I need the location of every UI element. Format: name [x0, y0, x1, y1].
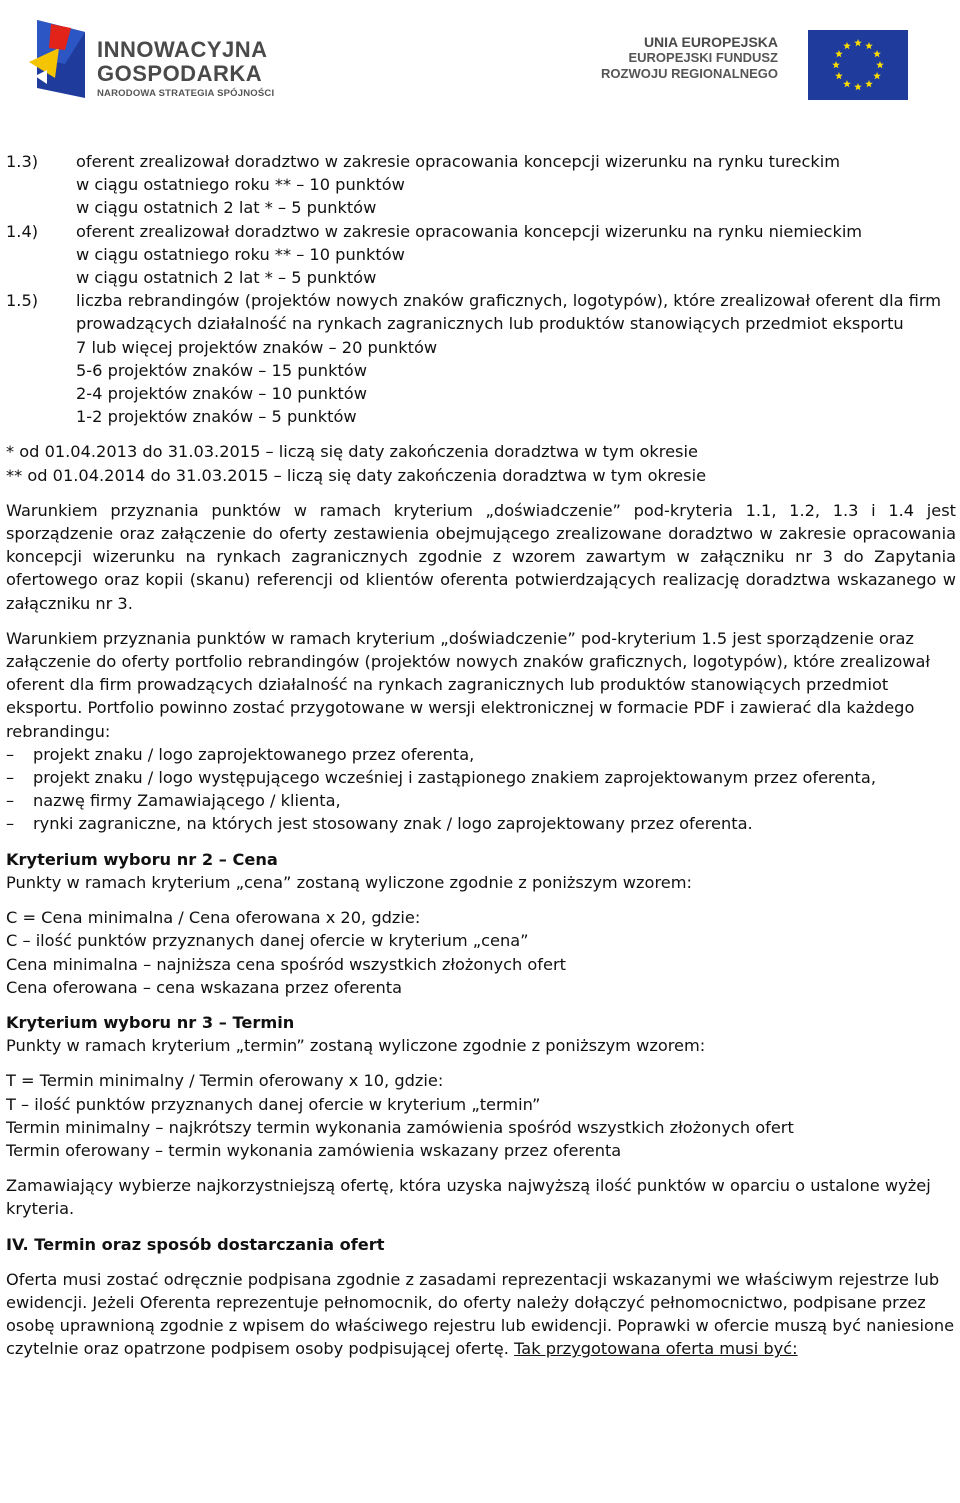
- dash-bullet: –: [6, 744, 15, 764]
- dash-bullet: –: [6, 814, 15, 834]
- eu-logo: [588, 30, 908, 102]
- document-body: [6, 150, 956, 1361]
- ig-line3: NARODOWA STRATEGIA SPÓJNOŚCI: [97, 88, 275, 99]
- note-2: ** od 01.04.2014 do 31.03.2015 – liczą się daty zakończenia doradztwa w tym okresie: [6, 465, 707, 485]
- list-item: [6, 812, 956, 835]
- crit2-title: Kryterium wyboru nr 2 – Cena: [6, 849, 278, 869]
- eu-line1: UNIA EUROPEJSKA: [643, 34, 778, 50]
- crit3-formula-1: T = Termin minimalny / Termin oferowany x 10, gdzie:: [6, 1071, 444, 1091]
- list-item-text: projekt znaku / logo występującego wcześniej i zastąpionego znakiem zaprojektowanym przez oferenta,: [33, 768, 876, 788]
- criterion-line: 5-6 projektów znaków – 15 punktów: [76, 360, 367, 380]
- crit2-intro: Punkty w ramach kryterium „cena” zostaną wyliczone zgodnie z poniższym wzorem:: [6, 872, 692, 892]
- crit2-formula-2: C – ilość punktów przyznanych danej ofercie w kryterium „cena”: [6, 931, 529, 951]
- criterion-line: oferent zrealizował doradztwo w zakresie opracowania koncepcji wizerunku na rynku tureckim: [76, 152, 841, 171]
- crit3-title: Kryterium wyboru nr 3 – Termin: [6, 1012, 295, 1032]
- criterion-line: w ciągu ostatniego roku ** – 10 punktów: [76, 244, 405, 264]
- section-4-text: Oferta musi zostać odręcznie podpisana zgodnie z zasadami reprezentacji wskazanymi we właściwym rejestrze lub ewidencji. Jeżeli Oferenta reprezentuje pełnomocnik, do oferty należy dołączyć pełnomocnictwo, podpisane przez osobę uprawnioną zgodnie z wpisem do właściwego rejestru lub ewidencji. Poprawki w ofercie muszą być naniesione czytelnie oraz opatrzone podpisem osoby podpisującej ofertę.: [6, 1269, 955, 1359]
- note-1: * od 01.04.2013 do 31.03.2015 – liczą się daty zakończenia doradztwa w tym okresie: [6, 442, 698, 462]
- crit2-formula-4: Cena oferowana – cena wskazana przez oferenta: [6, 977, 403, 997]
- criterion-line: w ciągu ostatnich 2 lat * – 5 punktów: [76, 198, 377, 218]
- crit2-formula-3: Cena minimalna – najniższa cena spośród wszystkich złożonych ofert: [6, 954, 566, 974]
- criterion-line: 7 lub więcej projektów znaków – 20 punktów: [76, 337, 438, 357]
- list-item-text: projekt znaku / logo zaprojektowanego przez oferenta,: [33, 744, 475, 764]
- list-item: [6, 766, 956, 789]
- section-4-title: IV. Termin oraz sposób dostarczania ofert: [6, 1234, 385, 1254]
- list-item: [6, 743, 956, 766]
- list-item-text: rynki zagraniczne, na których jest stosowany znak / logo zaprojektowany przez oferenta.: [33, 814, 753, 834]
- criteria-items: [6, 150, 956, 428]
- dash-bullet: –: [6, 768, 15, 788]
- ig-emblem-icon: [25, 18, 95, 103]
- paragraph-1: Warunkiem przyznania punktów w ramach kryterium „doświadczenie” pod-kryteria 1.1, 1.2, 1.3 i 1.4 jest sporządzenie oraz załączenie do oferty zestawienia obejmującego zrealizowane doradztwo w zakresie opracowania koncepcji wizerunku na rynkach zagranicznych zgodnie z wzorem zawartym w załączniku nr 3 do Zapytania ofertowego oraz kopii (skanu) referencji od klientów oferenta potwierdzających realizację doradztwa wskazanego w załączniku nr 3.: [6, 500, 956, 613]
- crit3-intro: Punkty w ramach kryterium „termin” zostaną wyliczone zgodnie z poniższym wzorem:: [6, 1036, 706, 1056]
- dash-bullet: –: [6, 791, 15, 811]
- list-item: [6, 789, 956, 812]
- section-4-paragraph: [6, 1268, 956, 1361]
- criterion-line: w ciągu ostatnich 2 lat * – 5 punktów: [76, 268, 377, 288]
- criterion-item: [6, 289, 956, 428]
- eu-line2: EUROPEJSKI FUNDUSZ: [628, 50, 778, 65]
- crit3-formula-2: T – ilość punktów przyznanych danej ofercie w kryterium „termin”: [6, 1094, 541, 1114]
- crit2-formula-1: C = Cena minimalna / Cena oferowana x 20, gdzie:: [6, 908, 421, 928]
- selection-paragraph: Zamawiający wybierze najkorzystniejszą ofertę, która uzyska najwyższą ilość punktów w oparciu o ustalone wyżej kryteria.: [6, 1176, 931, 1219]
- criterion-number: 1.4): [6, 221, 39, 241]
- criterion-line: liczba rebrandingów (projektów nowych znaków graficznych, logotypów), które zrealizował oferent dla firm prowadzących działalność na rynkach zagranicznych lub produktów stanowiących przedmiot eksportu: [76, 291, 942, 334]
- innowacyjna-gospodarka-logo: [25, 18, 295, 108]
- crit3-formula-4: Termin oferowany – termin wykonania zamówienia wskazany przez oferenta: [6, 1140, 622, 1160]
- ig-line2: GOSPODARKA: [97, 61, 263, 86]
- paragraph-2: Warunkiem przyznania punktów w ramach kryterium „doświadczenie” pod-kryterium 1.5 jest sporządzenie oraz załączenie do oferty portfolio rebrandingów (projektów nowych znaków graficznych, logotypów), które zrealizował oferent dla firm prowadzących działalność na rynkach zagranicznych lub produktów stanowiących przedmiot eksportu. Portfolio powinno zostać przygotowane w wersji elektronicznej w formacie PDF i zawierać dla każdego rebrandingu:: [6, 628, 930, 741]
- eu-line3: ROZWOJU REGIONALNEGO: [601, 66, 778, 81]
- criterion-number: 1.5): [6, 291, 39, 311]
- criterion-line: w ciągu ostatniego roku ** – 10 punktów: [76, 175, 405, 195]
- list-item-text: nazwę firmy Zamawiającego / klienta,: [33, 791, 341, 811]
- eu-flag-icon: [808, 30, 908, 100]
- crit3-formula-3: Termin minimalny – najkrótszy termin wykonania zamówienia spośród wszystkich złożonych ofert: [6, 1117, 794, 1137]
- section-4-underlined: Tak przygotowana oferta musi być:: [514, 1339, 798, 1359]
- criterion-item: [6, 220, 956, 290]
- criterion-line: 2-4 projektów znaków – 10 punktów: [76, 384, 367, 404]
- dash-list: [6, 743, 956, 836]
- page-header: [0, 0, 960, 115]
- ig-line1: INNOWACYJNA: [97, 37, 268, 62]
- criterion-line: oferent zrealizował doradztwo w zakresie opracowania koncepcji wizerunku na rynku niemieckim: [76, 221, 863, 241]
- criterion-line: 1-2 projektów znaków – 5 punktów: [76, 407, 357, 427]
- criterion-number: 1.3): [6, 152, 39, 171]
- criterion-item: [6, 150, 956, 220]
